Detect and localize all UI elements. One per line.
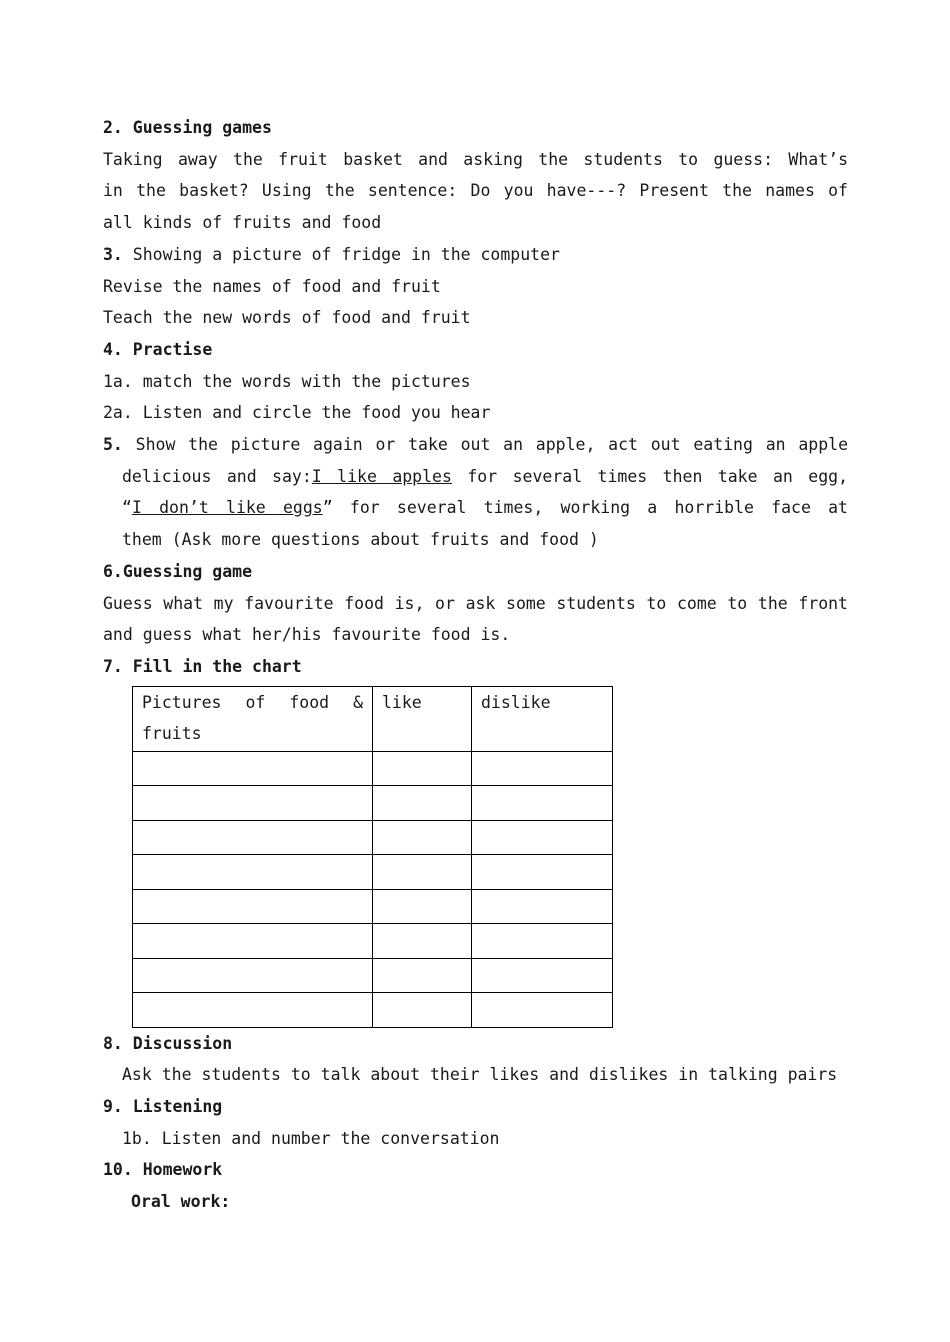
section-6-title: 6.Guessing game xyxy=(103,561,253,581)
section-10-line: Oral work: xyxy=(131,1192,231,1212)
cell-picture[interactable] xyxy=(133,855,373,890)
section-2-line-3: all kinds of fruits and food xyxy=(103,213,382,233)
header-like: like xyxy=(373,686,472,751)
section-5-text-2b: for several times then take an egg, xyxy=(451,466,849,486)
section-4-title: 4. Practise xyxy=(103,339,213,359)
cell-dislike[interactable] xyxy=(472,855,613,890)
table-row xyxy=(133,924,613,959)
section-5-line-1 xyxy=(103,429,848,461)
section-5-line-2 xyxy=(103,461,848,493)
cell-picture[interactable] xyxy=(133,993,373,1028)
section-5-line-4: them (Ask more questions about fruits and food ) xyxy=(122,530,599,550)
cell-picture[interactable] xyxy=(133,958,373,993)
table-row xyxy=(133,820,613,855)
phrase-i-like-apples: I like apples xyxy=(311,466,452,486)
document-page xyxy=(103,112,848,1218)
cell-like[interactable] xyxy=(373,924,472,959)
section-10-title: 10. Homework xyxy=(103,1160,223,1180)
section-9-title: 9. Listening xyxy=(103,1097,223,1117)
header-pictures-line-2: fruits xyxy=(142,724,202,744)
section-4-line-2: 2a. Listen and circle the food you hear xyxy=(103,403,491,423)
section-8-title: 8. Discussion xyxy=(103,1033,233,1053)
section-5-text-3: ” for several times, working a horrible face at xyxy=(322,498,848,518)
cell-like[interactable] xyxy=(373,786,472,821)
section-5-number: 5. xyxy=(103,435,123,455)
table-row xyxy=(133,751,613,786)
section-7-title: 7. Fill in the chart xyxy=(103,656,302,676)
cell-picture[interactable] xyxy=(133,820,373,855)
section-3-line-2: Teach the new words of food and fruit xyxy=(103,308,471,328)
cell-like[interactable] xyxy=(373,889,472,924)
phrase-i-dont-like-eggs: I don’t like eggs xyxy=(131,498,323,518)
cell-dislike[interactable] xyxy=(472,820,613,855)
cell-dislike[interactable] xyxy=(472,786,613,821)
section-3-title xyxy=(103,239,848,271)
cell-like[interactable] xyxy=(373,855,472,890)
cell-picture[interactable] xyxy=(133,889,373,924)
header-pictures-line-1: Pictures of food & xyxy=(142,692,363,712)
section-4-line-1: 1a. match the words with the pictures xyxy=(103,371,471,391)
cell-like[interactable] xyxy=(373,751,472,786)
cell-picture[interactable] xyxy=(133,786,373,821)
cell-dislike[interactable] xyxy=(472,958,613,993)
fill-in-chart xyxy=(132,686,613,1028)
section-5-text-1: Show the picture again or take out an apple, act out eating an apple xyxy=(122,435,848,455)
header-pictures xyxy=(133,686,373,751)
section-3-line-1: Revise the names of food and fruit xyxy=(103,276,441,296)
section-5-text-2a: delicious and say: xyxy=(122,466,312,486)
section-3-number: 3. xyxy=(103,244,123,264)
cell-picture[interactable] xyxy=(133,924,373,959)
section-2-line-2: in the basket? Using the sentence: Do you have---? Present the names of xyxy=(103,181,848,201)
section-2-title: 2. Guessing games xyxy=(103,118,272,137)
cell-dislike[interactable] xyxy=(472,751,613,786)
header-dislike: dislike xyxy=(472,686,613,751)
cell-dislike[interactable] xyxy=(472,993,613,1028)
cell-like[interactable] xyxy=(373,993,472,1028)
section-5-line-3 xyxy=(103,492,848,524)
section-2-line-1: Taking away the fruit basket and asking the students to guess: What’s xyxy=(103,149,848,169)
section-6-line-2: and guess what her/his favourite food is. xyxy=(103,625,511,645)
table-row xyxy=(133,993,613,1028)
section-3-heading: Showing a picture of fridge in the computer xyxy=(122,244,560,264)
table-row xyxy=(133,855,613,890)
section-6-line-1: Guess what my favourite food is, or ask some students to come to the front xyxy=(103,593,848,613)
section-9-line: 1b. Listen and number the conversation xyxy=(122,1128,500,1148)
table-row xyxy=(133,889,613,924)
cell-picture[interactable] xyxy=(133,751,373,786)
chart-header-row xyxy=(133,686,613,751)
cell-dislike[interactable] xyxy=(472,889,613,924)
cell-like[interactable] xyxy=(373,958,472,993)
table-row xyxy=(133,958,613,993)
open-quote: “ xyxy=(122,498,132,518)
table-row xyxy=(133,786,613,821)
cell-dislike[interactable] xyxy=(472,924,613,959)
cell-like[interactable] xyxy=(373,820,472,855)
section-8-line: Ask the students to talk about their likes and dislikes in talking pairs xyxy=(122,1065,838,1085)
